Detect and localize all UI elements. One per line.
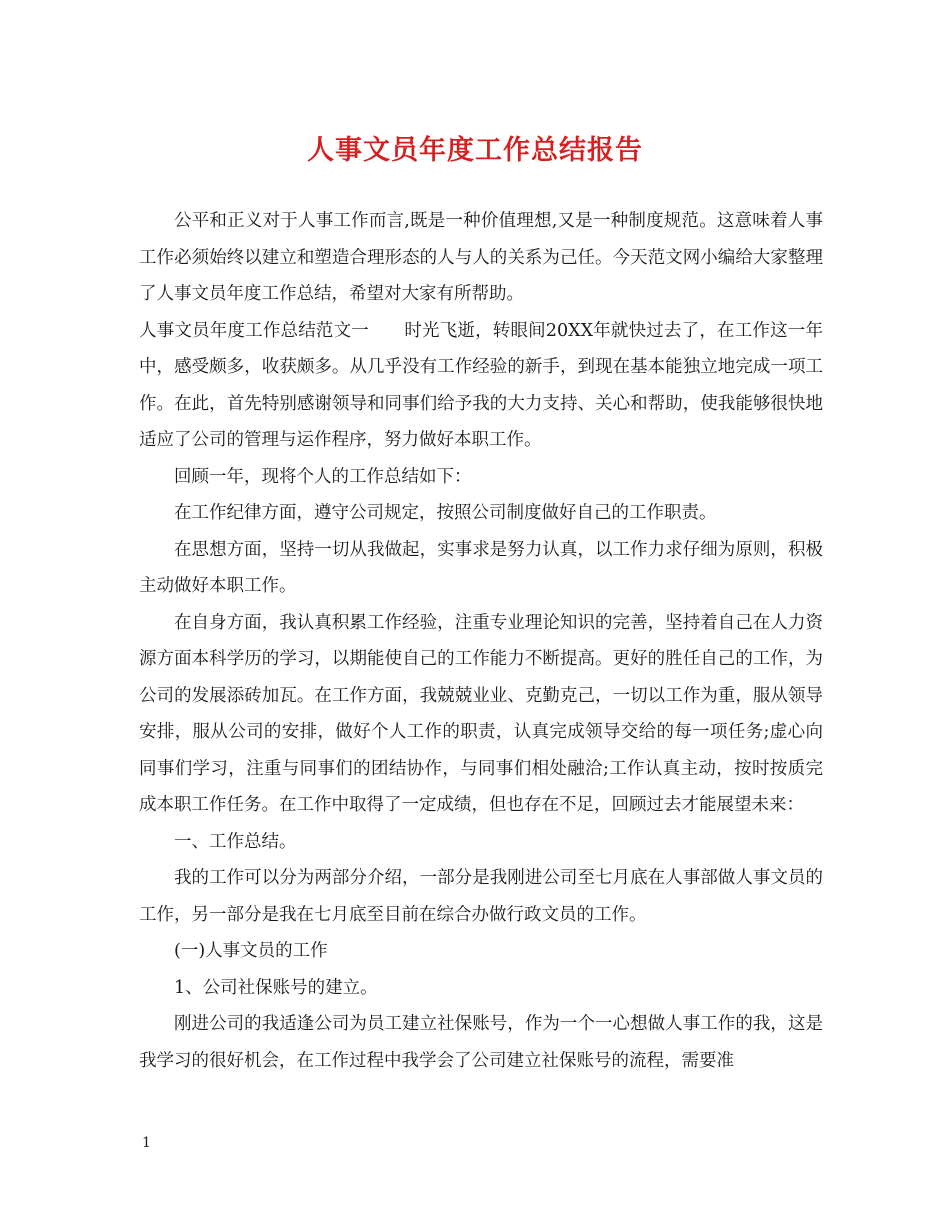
paragraph: 在自身方面，我认真积累工作经验，注重专业理论知识的完善，坚持着自己在人力资源方面本科学历的学习，以期能使自己的工作能力不断提高。更好的胜任自己的工作，为公司的发展添砖加瓦。在工作方面，我兢兢业业、克勤克己，一切以工作为重，服从领导安排，服从公司的安排，做好个人工作的职责，认真完成领导交给的每一项任务;虚心向同事们学习，注重与同事们的团结协作，与同事们相处融洽;工作认真主动，按时按质完成本职工作任务。在工作中取得了一定成绩，但也存在不足，回顾过去才能展望未来： xyxy=(139,612,823,815)
paragraph: 回顾一年，现将个人的工作总结如下： xyxy=(174,466,472,487)
document-body xyxy=(139,203,823,1079)
paragraph: 刚进公司的我适逢公司为员工建立社保账号，作为一个一心想做人事工作的我，这是我学习的很好机会，在工作过程中我学会了公司建立社保账号的流程，需要准 xyxy=(139,1014,823,1071)
paragraph: 人事文员年度工作总结范文一 时光飞逝，转眼间20XX年就快过去了，在工作这一年中，感受颇多，收获颇多。从几乎没有工作经验的新手，到现在基本能独立地完成一项工作。在此，首先特别感谢领导和同事们给予我的大力支持、关心和帮助，使我能够很快地适应了公司的管理与运作程序，努力做好本职工作。 xyxy=(139,320,823,450)
paragraph: 我的工作可以分为两部分介绍，一部分是我刚进公司至七月底在人事部做人事文员的工作，另一部分是我在七月底至目前在综合办做行政文员的工作。 xyxy=(139,868,823,925)
section-heading: 一、工作总结。 xyxy=(174,831,297,852)
subsection-heading: (一)人事文员的工作 xyxy=(174,941,328,961)
list-item-heading: 1、公司社保账号的建立。 xyxy=(174,977,378,998)
paragraph: 在工作纪律方面，遵守公司规定，按照公司制度做好自己的工作职责。 xyxy=(174,503,717,523)
paragraph: 在思想方面，坚持一切从我做起，实事求是努力认真，以工作力求仔细为原则，积极主动做好本职工作。 xyxy=(139,539,823,596)
page-number: 1 xyxy=(142,1135,151,1151)
document-title: 人事文员年度工作总结报告 xyxy=(307,135,643,166)
paragraph: 公平和正义对于人事工作而言,既是一种价值理想,又是一种制度规范。这意味着人事工作必须始终以建立和塑造合理形态的人与人的关系为己任。今天范文网小编给大家整理了人事文员年度工作总结，希望对大家有所帮助。 xyxy=(139,211,823,304)
